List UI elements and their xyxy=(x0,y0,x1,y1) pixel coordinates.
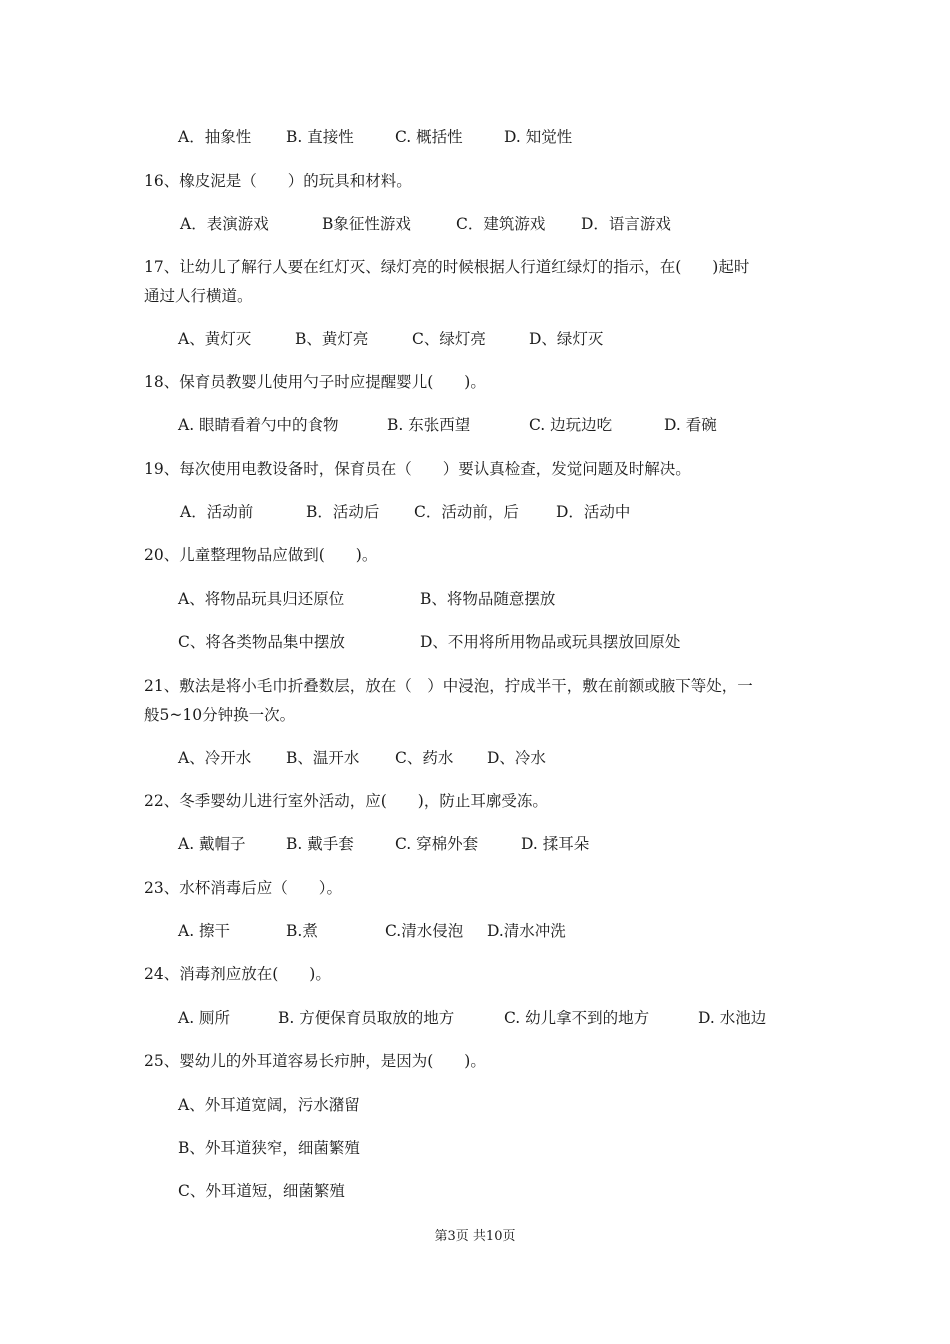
option-c: C、外耳道短，细菌繁殖 xyxy=(178,1182,345,1200)
option-a: A. 戴帽子 xyxy=(178,835,246,853)
question-stem: 22、冬季婴幼儿进行室外活动，应( )，防止耳廓受冻。 xyxy=(144,792,548,810)
question-stem: 24、消毒剂应放在( )。 xyxy=(144,965,331,983)
option-c: C. 边玩边吃 xyxy=(529,416,613,434)
option-a: A、外耳道宽阔，污水潴留 xyxy=(178,1096,360,1114)
option-a: A. 厕所 xyxy=(178,1009,231,1027)
option-a: A．抽象性 xyxy=(178,128,252,146)
option-d: D. 水池边 xyxy=(698,1009,767,1027)
option-a: A．表演游戏 xyxy=(180,215,269,233)
page-number-footer: 第3页 共10页 xyxy=(434,1229,516,1244)
option-c: C、药水 xyxy=(395,749,454,767)
option-d: D. 知觉性 xyxy=(504,128,573,146)
option-c: C. 幼儿拿不到的地方 xyxy=(504,1009,650,1027)
option-b: B、温开水 xyxy=(286,749,360,767)
option-a: A、黄灯灭 xyxy=(178,330,252,348)
option-a: A、冷开水 xyxy=(178,749,252,767)
option-b: B. 直接性 xyxy=(286,128,354,146)
option-c: C、绿灯亮 xyxy=(412,330,486,348)
option-d: D、冷水 xyxy=(487,749,546,767)
question-stem-continued: 通过人行横道。 xyxy=(144,287,253,305)
option-c: C、将各类物品集中摆放 xyxy=(178,633,345,651)
option-d: D. 看碗 xyxy=(664,416,717,434)
option-b: B.煮 xyxy=(286,922,318,940)
option-c: C. 概括性 xyxy=(395,128,463,146)
option-c: C．建筑游戏 xyxy=(456,215,546,233)
question-stem: 23、水杯消毒后应（ ）。 xyxy=(144,879,342,897)
option-b: B．活动后 xyxy=(306,503,380,521)
option-c: C．活动前，后 xyxy=(414,503,519,521)
option-c: C.清水侵泡 xyxy=(385,922,464,940)
option-d: D、不用将所用物品或玩具摆放回原处 xyxy=(420,633,681,651)
option-a: A. 擦干 xyxy=(178,922,231,940)
option-b: B. 东张西望 xyxy=(387,416,471,434)
option-b: B、黄灯亮 xyxy=(295,330,369,348)
option-b: B. 戴手套 xyxy=(286,835,354,853)
option-d: D、绿灯灭 xyxy=(529,330,604,348)
option-d: D.清水冲洗 xyxy=(487,922,566,940)
question-stem: 17、让幼儿了解行人要在红灯灭、绿灯亮的时候根据人行道红绿灯的指示，在( )起时 xyxy=(144,258,750,276)
option-c: C. 穿棉外套 xyxy=(395,835,479,853)
option-a: A．活动前 xyxy=(180,503,254,521)
option-a: A、将物品玩具归还原位 xyxy=(178,590,345,608)
option-d: D．语言游戏 xyxy=(581,215,671,233)
option-a: A. 眼睛看着勺中的食物 xyxy=(178,416,339,434)
option-b: B象征性游戏 xyxy=(322,215,411,233)
question-stem: 19、每次使用电教设备时，保育员在（ ）要认真检查，发觉问题及时解决。 xyxy=(144,460,691,478)
option-b: B、将物品随意摆放 xyxy=(420,590,556,608)
question-stem: 18、保育员教婴儿使用勺子时应提醒婴儿( )。 xyxy=(144,373,486,391)
question-stem: 20、儿童整理物品应做到( )。 xyxy=(144,546,378,564)
question-stem-continued: 般5~10分钟换一次。 xyxy=(144,706,296,724)
question-stem: 16、橡皮泥是（ ）的玩具和材料。 xyxy=(144,172,412,190)
option-b: B、外耳道狭窄，细菌繁殖 xyxy=(178,1139,360,1157)
option-b: B. 方便保育员取放的地方 xyxy=(278,1009,455,1027)
option-d: D．活动中 xyxy=(556,503,631,521)
question-stem: 21、敷法是将小毛巾折叠数层，放在（ ）中浸泡，拧成半干，敷在前额或腋下等处，一 xyxy=(144,677,753,695)
option-d: D. 揉耳朵 xyxy=(521,835,590,853)
question-stem: 25、婴幼儿的外耳道容易长疖肿，是因为( )。 xyxy=(144,1052,486,1070)
